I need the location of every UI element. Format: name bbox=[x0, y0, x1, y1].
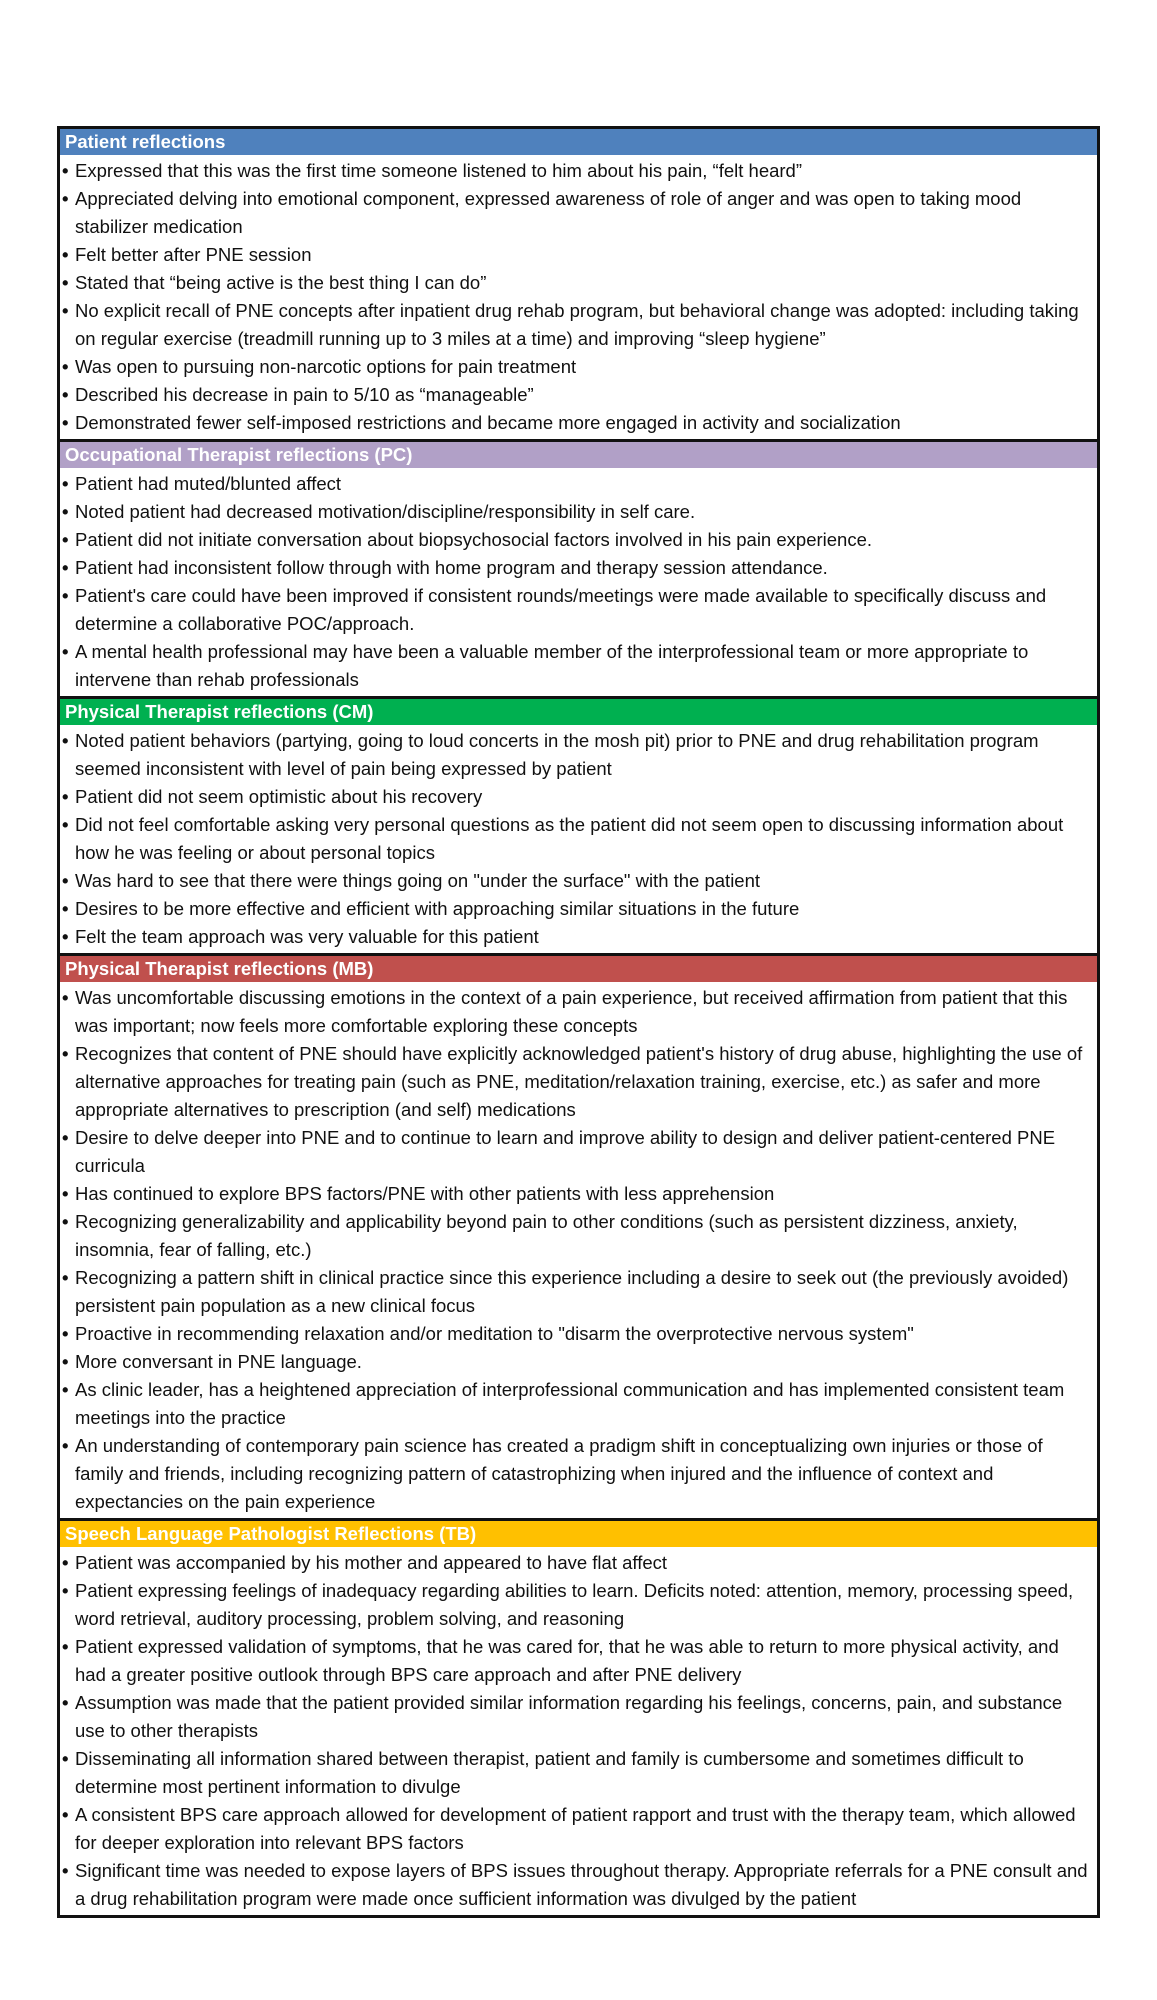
bullet-list bbox=[60, 468, 1097, 696]
bullet-item: • Was open to pursuing non-narcotic options for pain treatment bbox=[60, 353, 1097, 381]
bullet-item: • No explicit recall of PNE concepts after inpatient drug rehab program, but behavioral change was adopted: including taking on regular exercise (treadmill running up to 3 miles at a time) and improving “sleep hygiene” bbox=[60, 297, 1097, 353]
bullet-item: • An understanding of contemporary pain science has created a pradigm shift in conceptualizing own injuries or those of family and friends, including recognizing pattern of catastrophizing when injured and the influence of context and expectancies on the pain experience bbox=[60, 1432, 1097, 1516]
bullet-item: • A consistent BPS care approach allowed for development of patient rapport and trust with the therapy team, which allowed for deeper exploration into relevant BPS factors bbox=[60, 1801, 1097, 1857]
bullet-item: • Patient did not seem optimistic about his recovery bbox=[60, 783, 1097, 811]
bullet-item: • Demonstrated fewer self-imposed restrictions and became more engaged in activity and socialization bbox=[60, 409, 1097, 437]
reflection-section bbox=[60, 442, 1097, 699]
bullet-item: • More conversant in PNE language. bbox=[60, 1348, 1097, 1376]
bullet-item: • Patient did not initiate conversation about biopsychosocial factors involved in his pain experience. bbox=[60, 526, 1097, 554]
bullet-item: • Patient was accompanied by his mother and appeared to have flat affect bbox=[60, 1549, 1097, 1577]
bullet-item: • Was hard to see that there were things going on "under the surface" with the patient bbox=[60, 867, 1097, 895]
bullet-item: • Disseminating all information shared between therapist, patient and family is cumbersome and sometimes difficult to determine most pertinent information to divulge bbox=[60, 1745, 1097, 1801]
bullet-item: • Noted patient behaviors (partying, going to loud concerts in the mosh pit) prior to PNE and drug rehabilitation program seemed inconsistent with level of pain being expressed by patient bbox=[60, 727, 1097, 783]
bullet-item: • Stated that “being active is the best thing I can do” bbox=[60, 269, 1097, 297]
bullet-item: • Patient expressing feelings of inadequacy regarding abilities to learn. Deficits noted: attention, memory, processing speed, word retrieval, auditory processing, problem solving, and reasoning bbox=[60, 1577, 1097, 1633]
bullet-item: • Recognizes that content of PNE should have explicitly acknowledged patient's history of drug abuse, highlighting the use of alternative approaches for treating pain (such as PNE, meditation/relaxation training, exercise, etc.) as safer and more appropriate alternatives to prescription (and self) medications bbox=[60, 1040, 1097, 1124]
bullet-item: • Patient had inconsistent follow through with home program and therapy session attendance. bbox=[60, 554, 1097, 582]
bullet-item: • Desire to delve deeper into PNE and to continue to learn and improve ability to design and deliver patient-centered PNE curricula bbox=[60, 1124, 1097, 1180]
bullet-item: • Has continued to explore BPS factors/PNE with other patients with less apprehension bbox=[60, 1180, 1097, 1208]
section-header: Patient reflections bbox=[60, 129, 1097, 155]
bullet-item: • Desires to be more effective and efficient with approaching similar situations in the future bbox=[60, 895, 1097, 923]
bullet-item: • Felt better after PNE session bbox=[60, 241, 1097, 269]
bullet-item: • Recognizing a pattern shift in clinical practice since this experience including a desire to seek out (the previously avoided) persistent pain population as a new clinical focus bbox=[60, 1264, 1097, 1320]
bullet-item: • Noted patient had decreased motivation/discipline/responsibility in self care. bbox=[60, 498, 1097, 526]
bullet-item: • Significant time was needed to expose layers of BPS issues throughout therapy. Appropriate referrals for a PNE consult and a drug rehabilitation program were made once sufficient information was divulged by the patient bbox=[60, 1857, 1097, 1913]
bullet-item: • Recognizing generalizability and applicability beyond pain to other conditions (such as persistent dizziness, anxiety, insomnia, fear of falling, etc.) bbox=[60, 1208, 1097, 1264]
bullet-item: • A mental health professional may have been a valuable member of the interprofessional team or more appropriate to intervene than rehab professionals bbox=[60, 638, 1097, 694]
bullet-item: • Appreciated delving into emotional component, expressed awareness of role of anger and was open to taking mood stabilizer medication bbox=[60, 185, 1097, 241]
reflections-table bbox=[57, 126, 1100, 1918]
bullet-list bbox=[60, 1547, 1097, 1915]
bullet-item: • Was uncomfortable discussing emotions in the context of a pain experience, but received affirmation from patient that this was important; now feels more comfortable exploring these concepts bbox=[60, 984, 1097, 1040]
bullet-item: • As clinic leader, has a heightened appreciation of interprofessional communication and has implemented consistent team meetings into the practice bbox=[60, 1376, 1097, 1432]
section-header: Physical Therapist reflections (MB) bbox=[60, 956, 1097, 982]
bullet-item: • Proactive in recommending relaxation and/or meditation to "disarm the overprotective nervous system" bbox=[60, 1320, 1097, 1348]
bullet-item: • Patient had muted/blunted affect bbox=[60, 470, 1097, 498]
bullet-list bbox=[60, 725, 1097, 953]
bullet-item: • Expressed that this was the first time someone listened to him about his pain, “felt heard” bbox=[60, 157, 1097, 185]
reflection-section bbox=[60, 956, 1097, 1521]
bullet-item: • Did not feel comfortable asking very personal questions as the patient did not seem open to discussing information about how he was feeling or about personal topics bbox=[60, 811, 1097, 867]
bullet-item: • Assumption was made that the patient provided similar information regarding his feelings, concerns, pain, and substance use to other therapists bbox=[60, 1689, 1097, 1745]
section-header: Physical Therapist reflections (CM) bbox=[60, 699, 1097, 725]
bullet-list bbox=[60, 155, 1097, 439]
section-header: Occupational Therapist reflections (PC) bbox=[60, 442, 1097, 468]
bullet-item: • Patient expressed validation of symptoms, that he was cared for, that he was able to return to more physical activity, and had a greater positive outlook through BPS care approach and after PNE delivery bbox=[60, 1633, 1097, 1689]
section-header: Speech Language Pathologist Reflections (TB) bbox=[60, 1521, 1097, 1547]
bullet-item: • Described his decrease in pain to 5/10 as “manageable” bbox=[60, 381, 1097, 409]
bullet-item: • Patient's care could have been improved if consistent rounds/meetings were made available to specifically discuss and determine a collaborative POC/approach. bbox=[60, 582, 1097, 638]
reflection-section bbox=[60, 129, 1097, 442]
reflection-section bbox=[60, 1521, 1097, 1915]
bullet-item: • Felt the team approach was very valuable for this patient bbox=[60, 923, 1097, 951]
bullet-list bbox=[60, 982, 1097, 1518]
reflection-section bbox=[60, 699, 1097, 956]
